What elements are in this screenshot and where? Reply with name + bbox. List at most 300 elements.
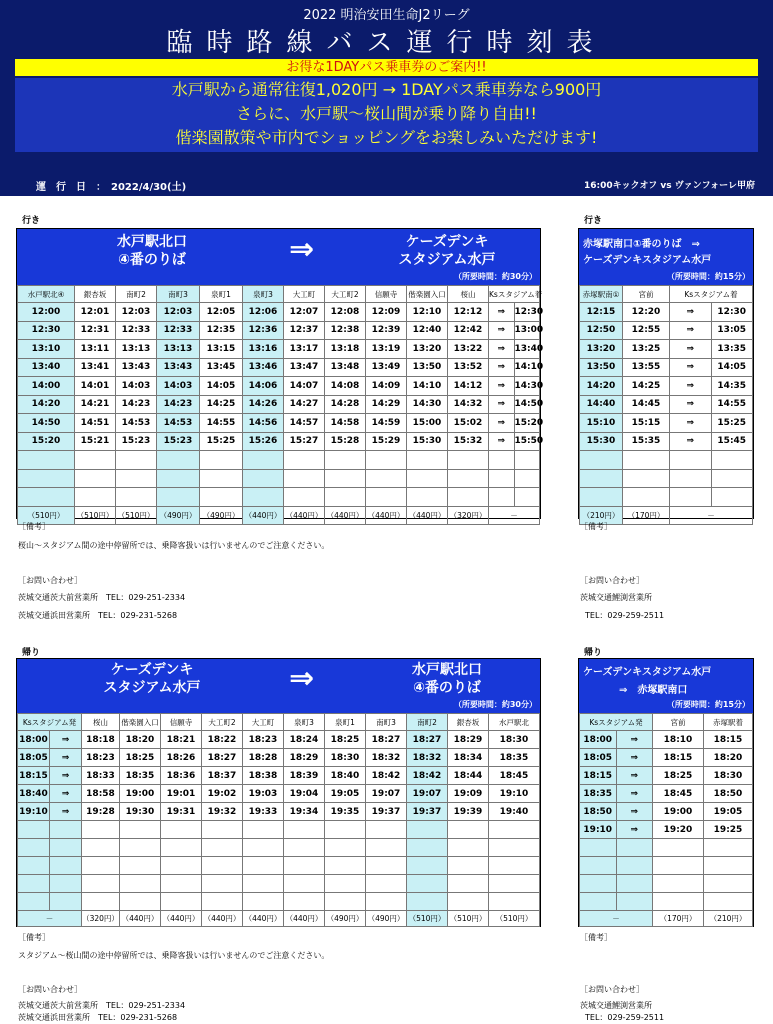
fare-cell: （490円）: [157, 506, 200, 524]
time-cell: [407, 839, 448, 857]
time-cell: ⇒: [489, 414, 515, 433]
time-cell: 12:55: [623, 321, 670, 340]
stop-header: 信願寺: [161, 714, 202, 731]
fare-cell: （170円）: [653, 911, 704, 927]
time-cell: [616, 839, 653, 857]
time-cell: 18:22: [202, 731, 243, 749]
stop-header: 桜山: [82, 714, 120, 731]
stop-header: Ksスタジアム発: [18, 714, 82, 731]
duration: （所要時間：約15分）: [666, 700, 750, 709]
time-cell: [580, 469, 623, 488]
fare-cell: （510円）: [407, 911, 448, 927]
time-cell: [200, 451, 243, 470]
fare-cell: （490円）: [200, 506, 243, 524]
time-cell: ⇒: [670, 432, 712, 451]
time-cell: [75, 469, 116, 488]
time-cell: 12:09: [366, 303, 407, 322]
time-cell: 18:32: [407, 749, 448, 767]
time-cell: 19:01: [161, 785, 202, 803]
table-row: [18, 395, 540, 414]
time-cell: [407, 488, 448, 507]
table-row: [18, 839, 540, 857]
header: [0, 0, 773, 196]
time-cell: 19:07: [366, 785, 407, 803]
time-cell: [161, 857, 202, 875]
time-cell: 18:21: [161, 731, 202, 749]
time-cell: [82, 875, 120, 893]
stop-header: 南町2: [116, 286, 157, 303]
return-label: 帰り: [22, 648, 41, 658]
time-cell: [161, 821, 202, 839]
time-cell: 14:53: [157, 414, 200, 433]
time-cell: [670, 469, 712, 488]
time-cell: 15:20: [18, 432, 75, 451]
time-cell: 19:34: [284, 803, 325, 821]
stop-header: 赤塚駅着: [704, 714, 753, 731]
time-cell: [325, 488, 366, 507]
stop-header: 赤塚駅南①: [580, 286, 623, 303]
time-cell: [116, 488, 157, 507]
time-cell: ⇒: [670, 395, 712, 414]
stop-header: 銀杏坂: [448, 714, 489, 731]
timetable-grid: [17, 713, 540, 927]
time-cell: 14:01: [75, 377, 116, 396]
time-cell: 18:30: [704, 767, 753, 785]
stop-header: 大工町2: [325, 286, 366, 303]
timetable-grid: [579, 285, 753, 525]
time-cell: 15:02: [448, 414, 489, 433]
time-cell: 15:35: [623, 432, 670, 451]
time-cell: 18:15: [704, 731, 753, 749]
time-cell: 13:13: [116, 340, 157, 359]
route-title: ⇒ 赤塚駅南口: [619, 685, 688, 696]
time-cell: 12:36: [243, 321, 284, 340]
time-cell: 12:20: [623, 303, 670, 322]
time-cell: [284, 488, 325, 507]
time-cell: 13:25: [623, 340, 670, 359]
time-cell: [50, 857, 82, 875]
fare-row: [580, 911, 753, 927]
time-cell: 15:10: [580, 414, 623, 433]
time-cell: [514, 469, 540, 488]
stop-header: 大工町2: [202, 714, 243, 731]
time-cell: 13:52: [448, 358, 489, 377]
time-cell: 19:39: [448, 803, 489, 821]
fare-cell: （440円）: [243, 911, 284, 927]
time-cell: 14:12: [448, 377, 489, 396]
time-cell: 13:47: [284, 358, 325, 377]
time-cell: [407, 857, 448, 875]
time-cell: 19:05: [704, 803, 753, 821]
stop-header: 南町2: [407, 714, 448, 731]
contact-label: ［お問い合わせ］: [18, 985, 82, 994]
route-title: ケーズデンキスタジアム水戸: [583, 667, 712, 678]
time-cell: [653, 893, 704, 911]
table-row: [580, 839, 753, 857]
time-cell: [489, 469, 515, 488]
time-cell: ⇒: [616, 785, 653, 803]
time-cell: 19:37: [366, 803, 407, 821]
time-cell: 13:55: [623, 358, 670, 377]
stop-header: 大工町: [243, 714, 284, 731]
table-row: [18, 857, 540, 875]
origin-name: ケーズデンキ: [110, 662, 194, 678]
time-cell: 18:39: [284, 767, 325, 785]
time-cell: [18, 839, 50, 857]
time-cell: [50, 893, 82, 911]
time-cell: ⇒: [50, 785, 82, 803]
time-cell: [580, 451, 623, 470]
timetable-grid: [17, 285, 544, 525]
table-row: [18, 432, 540, 451]
time-cell: [448, 839, 489, 857]
contact-line: 茨城交通茨大前営業所 TEL：029-251-2334: [18, 1001, 186, 1010]
origin-platform: ④番のりば: [118, 252, 186, 268]
time-cell: [82, 893, 120, 911]
duration: （所要時間：約30分）: [453, 700, 537, 709]
time-cell: 13:43: [116, 358, 157, 377]
time-cell: 19:00: [120, 785, 161, 803]
time-cell: [448, 857, 489, 875]
time-cell: 14:29: [366, 395, 407, 414]
time-cell: 14:30: [407, 395, 448, 414]
contact-line: 茨城交通鯉渕営業所: [580, 1001, 652, 1010]
time-cell: 18:05: [580, 749, 617, 767]
time-cell: 19:20: [653, 821, 704, 839]
time-cell: [284, 821, 325, 839]
time-cell: 18:38: [243, 767, 284, 785]
time-cell: 14:57: [284, 414, 325, 433]
time-cell: [18, 451, 75, 470]
table-row: [18, 469, 540, 488]
time-cell: 12:50: [580, 321, 623, 340]
time-cell: [580, 875, 617, 893]
table-row: [580, 303, 753, 322]
time-cell: 19:03: [243, 785, 284, 803]
time-cell: [120, 857, 161, 875]
table-row: [18, 358, 540, 377]
time-cell: 14:27: [284, 395, 325, 414]
time-cell: 19:00: [653, 803, 704, 821]
time-cell: [489, 893, 540, 911]
notes-text: 桜山～スタジアム間の途中停留所では、乗降客扱いは行いませんのでご注意ください。: [18, 541, 330, 550]
destination-name: スタジアム水戸: [398, 252, 496, 268]
time-cell: [489, 857, 540, 875]
time-cell: 18:23: [243, 731, 284, 749]
time-cell: [514, 451, 540, 470]
return-side-banner: [579, 659, 753, 713]
time-cell: 18:25: [653, 767, 704, 785]
time-cell: [82, 839, 120, 857]
time-cell: 15:32: [448, 432, 489, 451]
time-cell: 13:40: [18, 358, 75, 377]
fare-cell: （490円）: [325, 911, 366, 927]
time-cell: [161, 839, 202, 857]
league-subtitle: 2022 明治安田生命J2リーグ: [303, 8, 470, 23]
time-cell: 18:33: [82, 767, 120, 785]
time-cell: 14:35: [711, 377, 753, 396]
time-cell: [284, 469, 325, 488]
time-cell: 18:24: [284, 731, 325, 749]
time-cell: 13:46: [243, 358, 284, 377]
time-cell: ⇒: [489, 358, 515, 377]
time-cell: 14:23: [157, 395, 200, 414]
notes-label: ［備考］: [18, 522, 50, 531]
time-cell: 19:33: [243, 803, 284, 821]
table-row: [580, 414, 753, 433]
time-cell: 14:07: [284, 377, 325, 396]
time-cell: [407, 451, 448, 470]
time-cell: 13:45: [200, 358, 243, 377]
promo-title: お得な1DAYパス乗車券のご案内!!: [15, 59, 758, 76]
time-cell: [489, 451, 515, 470]
time-cell: [366, 451, 407, 470]
time-cell: 12:35: [200, 321, 243, 340]
outbound-side-banner: [579, 229, 753, 285]
fare-cell: （440円）: [284, 911, 325, 927]
time-cell: 15:00: [407, 414, 448, 433]
match-info: 16:00キックオフ vs ヴァンフォーレ甲府: [584, 181, 755, 191]
time-cell: [50, 821, 82, 839]
time-cell: 12:39: [366, 321, 407, 340]
time-cell: [653, 875, 704, 893]
time-cell: 15:21: [75, 432, 116, 451]
contact-line: 茨城交通鯉渕営業所: [580, 593, 652, 602]
time-cell: 13:20: [407, 340, 448, 359]
fare-cell: －: [489, 506, 540, 524]
time-cell: 19:04: [284, 785, 325, 803]
direction-arrow: ⇒: [289, 661, 315, 696]
time-cell: ⇒: [50, 731, 82, 749]
time-cell: 14:30: [514, 377, 540, 396]
time-cell: [18, 875, 50, 893]
time-cell: 12:01: [75, 303, 116, 322]
time-cell: 18:25: [120, 749, 161, 767]
time-cell: [366, 893, 407, 911]
time-cell: 13:40: [514, 340, 540, 359]
time-cell: ⇒: [50, 749, 82, 767]
time-cell: 14:32: [448, 395, 489, 414]
time-cell: 18:15: [653, 749, 704, 767]
time-cell: 15:30: [580, 432, 623, 451]
origin-name: スタジアム水戸: [103, 680, 201, 696]
stop-header: 南町3: [157, 286, 200, 303]
stop-header: 偕楽園入口: [120, 714, 161, 731]
time-cell: [623, 469, 670, 488]
notes-label: ［備考］: [18, 933, 50, 942]
time-cell: [243, 469, 284, 488]
time-cell: 14:50: [18, 414, 75, 433]
fare-cell: （320円）: [448, 506, 489, 524]
time-cell: 13:49: [366, 358, 407, 377]
time-cell: 14:05: [200, 377, 243, 396]
time-cell: 12:30: [711, 303, 753, 322]
time-cell: 18:30: [325, 749, 366, 767]
time-cell: [200, 488, 243, 507]
outbound-side-label: 行き: [584, 216, 603, 226]
time-cell: [623, 451, 670, 470]
time-cell: 14:06: [243, 377, 284, 396]
time-cell: 13:05: [711, 321, 753, 340]
time-cell: [161, 893, 202, 911]
time-cell: [616, 875, 653, 893]
time-cell: [284, 857, 325, 875]
time-cell: [616, 857, 653, 875]
time-cell: 14:45: [623, 395, 670, 414]
destination-platform: ④番のりば: [413, 680, 481, 696]
return-main-table: [16, 658, 541, 927]
time-cell: 12:37: [284, 321, 325, 340]
time-cell: ⇒: [489, 395, 515, 414]
time-cell: 12:08: [325, 303, 366, 322]
time-cell: 12:05: [200, 303, 243, 322]
time-cell: 15:45: [711, 432, 753, 451]
time-cell: [704, 839, 753, 857]
time-cell: 15:28: [325, 432, 366, 451]
time-cell: [202, 875, 243, 893]
table-row: [18, 340, 540, 359]
time-cell: 18:34: [448, 749, 489, 767]
fare-cell: －: [18, 911, 82, 927]
table-row: [580, 821, 753, 839]
table-row: [18, 749, 540, 767]
time-cell: 19:28: [82, 803, 120, 821]
time-cell: 13:48: [325, 358, 366, 377]
time-cell: [489, 875, 540, 893]
stop-header: 桜山: [448, 286, 489, 303]
time-cell: [243, 893, 284, 911]
contact-label: ［お問い合わせ］: [580, 985, 644, 994]
outbound-main-table: [16, 228, 544, 520]
page-title: 臨時路線バス運行時刻表: [166, 28, 607, 58]
time-cell: [325, 821, 366, 839]
operation-date: 運 行 日 ： 2022/4/30(土): [36, 182, 187, 193]
fare-cell: （440円）: [407, 506, 448, 524]
table-row: [580, 749, 753, 767]
time-cell: [704, 875, 753, 893]
time-cell: 18:05: [18, 749, 50, 767]
time-cell: ⇒: [670, 321, 712, 340]
time-cell: [670, 451, 712, 470]
table-row: [580, 767, 753, 785]
time-cell: [366, 488, 407, 507]
time-cell: 18:15: [580, 767, 617, 785]
time-cell: 18:00: [18, 731, 50, 749]
time-cell: 18:27: [407, 731, 448, 749]
fare-cell: （510円）: [489, 911, 540, 927]
time-cell: 18:50: [580, 803, 617, 821]
time-cell: 15:25: [711, 414, 753, 433]
promo-line: 偕楽園散策や市内でショッピングをお楽しみいただけます!: [175, 128, 598, 147]
route-title: ケーズデンキスタジアム水戸: [583, 255, 712, 266]
time-cell: [704, 857, 753, 875]
table-row: [580, 451, 753, 470]
destination-name: 水戸駅北口: [412, 662, 482, 678]
time-cell: 13:10: [18, 340, 75, 359]
time-cell: 19:37: [407, 803, 448, 821]
time-cell: 18:00: [580, 731, 617, 749]
fare-cell: （440円）: [325, 506, 366, 524]
time-cell: [161, 875, 202, 893]
time-cell: [18, 857, 50, 875]
time-cell: 14:58: [325, 414, 366, 433]
time-cell: 18:20: [704, 749, 753, 767]
time-cell: 12:30: [18, 321, 75, 340]
time-cell: ⇒: [489, 377, 515, 396]
outbound-main-banner: [17, 229, 540, 285]
fare-cell: （440円）: [202, 911, 243, 927]
time-cell: 12:10: [407, 303, 448, 322]
time-cell: [18, 821, 50, 839]
stop-header: 泉町3: [284, 714, 325, 731]
time-cell: 18:28: [243, 749, 284, 767]
stop-header: 泉町1: [325, 714, 366, 731]
time-cell: 12:07: [284, 303, 325, 322]
time-cell: [448, 875, 489, 893]
time-cell: 13:00: [514, 321, 540, 340]
table-row: [580, 469, 753, 488]
time-cell: [580, 488, 623, 507]
table-row: [18, 767, 540, 785]
time-cell: 18:15: [18, 767, 50, 785]
table-row: [18, 803, 540, 821]
time-cell: ⇒: [616, 821, 653, 839]
time-cell: ⇒: [670, 377, 712, 396]
time-cell: [514, 488, 540, 507]
time-cell: [120, 821, 161, 839]
time-cell: [366, 839, 407, 857]
time-cell: [284, 839, 325, 857]
stop-header: 宮前: [623, 286, 670, 303]
time-cell: [489, 839, 540, 857]
time-cell: [202, 857, 243, 875]
time-cell: ⇒: [50, 767, 82, 785]
fare-cell: （440円）: [366, 506, 407, 524]
time-cell: 13:20: [580, 340, 623, 359]
fare-row: [18, 506, 540, 524]
time-cell: 15:20: [514, 414, 540, 433]
timetable-grid: [579, 713, 753, 927]
stop-header: 水戸駅北④: [18, 286, 75, 303]
fare-cell: （440円）: [284, 506, 325, 524]
notes-label: ［備考］: [580, 933, 612, 942]
time-cell: 13:17: [284, 340, 325, 359]
table-row: [18, 731, 540, 749]
route-title: 赤塚駅南口①番のりば ⇒: [583, 239, 700, 250]
time-cell: [448, 451, 489, 470]
time-cell: 19:02: [202, 785, 243, 803]
table-row: [18, 303, 540, 322]
time-cell: 19:32: [202, 803, 243, 821]
time-cell: 18:40: [325, 767, 366, 785]
table-row: [18, 785, 540, 803]
time-cell: 14:09: [366, 377, 407, 396]
time-cell: [120, 893, 161, 911]
outbound-label: 行き: [22, 216, 41, 226]
time-cell: 18:27: [202, 749, 243, 767]
time-cell: 15:25: [200, 432, 243, 451]
time-cell: [366, 821, 407, 839]
time-cell: ⇒: [670, 303, 712, 322]
time-cell: [284, 875, 325, 893]
table-row: [580, 432, 753, 451]
time-cell: [711, 451, 753, 470]
table-row: [580, 321, 753, 340]
fare-cell: （320円）: [82, 911, 120, 927]
time-cell: 14:23: [116, 395, 157, 414]
time-cell: [366, 469, 407, 488]
table-row: [580, 377, 753, 396]
